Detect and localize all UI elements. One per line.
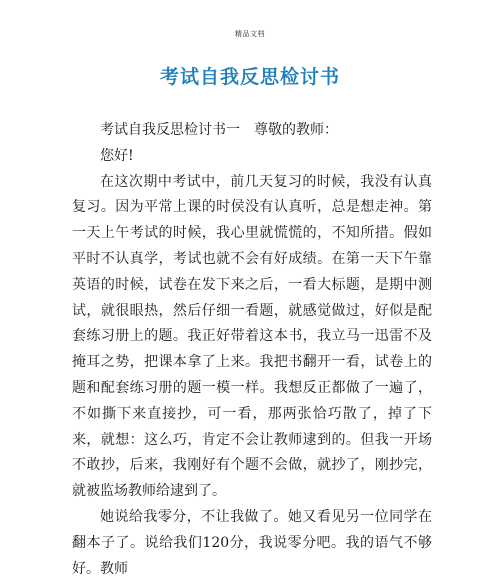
header-label: 精品文档 xyxy=(235,30,265,38)
paragraph-main: 在这次期中考试中，前几天复习的时候，我没有认真复习。因为平常上课的时侯没有认真听，总是想走神。第一天上午考试的时候，我心里就慌慌的，不知所措。假如平时不认真学，考试也就不会有好成绩。在第一天下午靠英语的时候，试卷在发下来之后，一看大标题，是期中测试，就很眼热，然后仔细一看题，就感觉做过，好似是配套练习册上的题。我正好带着这本书，我立马一迅雷不及掩耳之势，把课本拿了上来。我把书翻开一看，试卷上的题和配套练习册的题一模一样。我想反正都做了一遍了，不如撕下来直接抄，可一看，那两张恰巧散了，掉了下来，就想：这么巧，肯定不会让教师逮到的。但我一开场不敢抄，后来，我刚好有个题不会做，就抄了，刚抄完，就被监场教师给逮到了。 xyxy=(72,173,432,500)
paragraph-greeting: 您好! xyxy=(100,147,134,164)
document-title: 考试自我反思检讨书 xyxy=(159,66,340,88)
document-body xyxy=(72,118,432,582)
paragraph-salutation-line: 考试自我反思检讨书一 尊敬的教师： xyxy=(100,122,338,138)
paragraph-continued: 她说给我零分，不让我做了。她又看见另一位同学在翻本子了。说给我们120分，我说零分吧。我的语气不够好。教师 xyxy=(72,508,432,577)
